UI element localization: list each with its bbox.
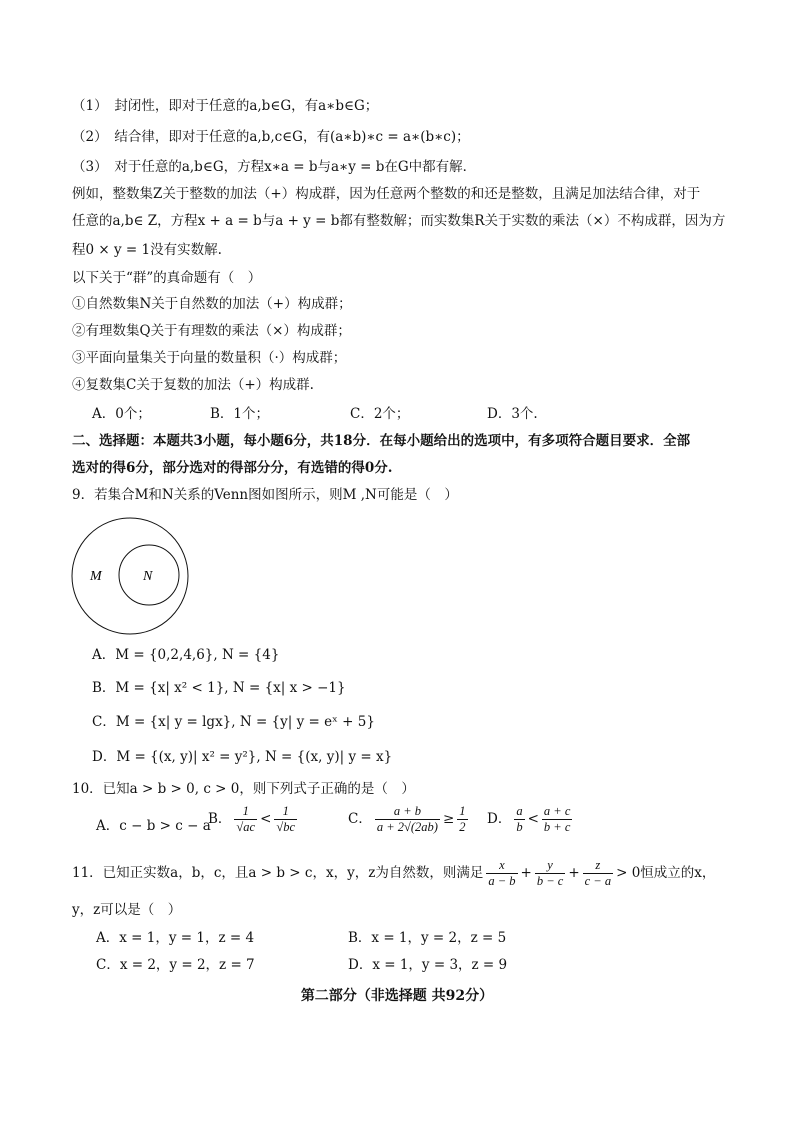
- q10-option-c-left-fraction: [375, 804, 440, 835]
- q8-statement-4: ④复数集C关于复数的加法（+）构成群.: [72, 377, 314, 393]
- q8-option-b: B．1个；: [210, 406, 270, 422]
- fraction-numerator: a: [516, 804, 523, 818]
- q9-stem: 9．若集合M和N关系的Venn图如图所示，则M ,N可能是（ ）: [72, 487, 458, 503]
- q11-stem-line-2: y，z可以是（ ）: [72, 902, 182, 918]
- part-two-title: 第二部分（非选择题 共92分）: [300, 988, 494, 1004]
- q11-option-c: C．x = 2，y = 2，z = 7: [96, 957, 255, 973]
- q11-stem-end: > 0恒成立的x，: [616, 865, 716, 881]
- example-line-3: 程0 × y = 1没有实数解.: [72, 242, 222, 258]
- q8-stem: 以下关于“群”的真命题有（ ）: [72, 270, 262, 286]
- fraction-denominator: c − a: [584, 874, 612, 888]
- fraction-numerator: a + c: [543, 804, 571, 818]
- q11-stem-start: 11．已知正实数a，b，c，且a > b > c，x，y，z为自然数，则满足: [72, 865, 484, 881]
- q9-option-b: B．M = {x| x² < 1}, N = {x| x > −1}: [92, 680, 346, 696]
- section2-heading-line-1: 二、选择题：本题共3小题，每小题6分，共18分．在每小题给出的选项中，有多项符合题目要求．全部: [72, 433, 691, 449]
- venn-diagram: [70, 516, 190, 636]
- fraction-numerator: x: [486, 858, 517, 874]
- q10-option-b-left-fraction: [234, 804, 257, 835]
- q11-option-a: A．x = 1，y = 1，z = 4: [96, 930, 255, 946]
- fraction-numerator: a + b: [375, 804, 440, 820]
- q9-option-a: A．M = {0,2,4,6}, N = {4}: [92, 647, 280, 663]
- q8-statement-1: ①自然数集N关于自然数的加法（+）构成群；: [72, 296, 352, 312]
- fraction-numerator: 1: [459, 804, 466, 818]
- q10-option-b-right-fraction: [274, 804, 297, 835]
- q10-option-d: D． $\frac{a}{b}$ < $\frac{a + c}{b + c}$: [487, 804, 571, 834]
- q10-option-b: B． $\frac{1}{√ac}$ < $\frac{1}{√bc}$: [208, 804, 296, 834]
- q8-option-a: A．0个；: [92, 406, 151, 422]
- q8-statement-2: ②有理数集Q关于有理数的乘法（×）构成群；: [72, 323, 351, 339]
- q8-option-d: D．3个.: [487, 406, 538, 422]
- fraction-denominator: a − b: [488, 874, 516, 888]
- q11-stem-line-1: 11．已知正实数a，b，c，且a > b > c，x，y，z为自然数，则满足 $\frac{x}{a - b}$ + $\frac{y}{b - c}$ + $\frac{z}{c - a}$ > 0恒成立的x，: [72, 858, 716, 888]
- fraction-numerator: 1: [274, 804, 297, 820]
- fraction-denominator: b − c: [536, 874, 564, 888]
- fraction-denominator: b: [516, 820, 523, 834]
- fraction-numerator: z: [583, 858, 613, 874]
- q11-option-d: D．x = 1，y = 3，z = 9: [348, 957, 508, 973]
- q10-option-b-label: B．: [208, 811, 232, 827]
- q10-option-a: A．c − b > c − a: [96, 818, 211, 834]
- q11-option-b: B．x = 1，y = 2，z = 5: [348, 930, 507, 946]
- fraction-numerator: y: [535, 858, 565, 874]
- group-property-2: （2） 结合律，即对于任意的a,b,c∈G，有(a∗b)∗c = a∗(b∗c)；: [72, 129, 470, 145]
- q11-fraction-y: [535, 858, 565, 889]
- fraction-denominator: √ac: [236, 820, 256, 834]
- q10-option-d-right-fraction: [542, 804, 572, 835]
- q8-option-c: C．2个；: [350, 406, 410, 422]
- q9-option-d: D．M = {(x, y)| x² = y²}, N = {(x, y)| y = x}: [92, 749, 393, 765]
- q11-fraction-z: [583, 858, 613, 889]
- venn-label-n: N: [143, 569, 153, 584]
- group-property-1: （1） 封闭性，即对于任意的a,b∈G，有a∗b∈G；: [72, 98, 379, 114]
- section2-heading-line-2: 选对的得6分，部分选对的得部分分，有选错的得0分.: [72, 460, 393, 476]
- example-line-1: 例如，整数集Z关于整数的加法（+）构成群，因为任意两个整数的和还是整数，且满足加法结合律，对于: [72, 186, 701, 202]
- q10-stem: 10．已知a > b > 0, c > 0，则下列式子正确的是（ ）: [72, 781, 415, 797]
- q8-statement-3: ③平面向量集关于向量的数量积（·）构成群；: [72, 350, 347, 366]
- example-line-2: 任意的a,b∈ Z，方程x + a = b与a + y = b都有整数解；而实数集R关于实数的乘法（×）不构成群，因为方: [72, 213, 726, 229]
- fraction-numerator: 1: [234, 804, 257, 820]
- q11-fraction-x: [486, 858, 517, 889]
- q10-option-d-label: D．: [487, 811, 512, 827]
- fraction-denominator: a + 2√(2ab): [376, 820, 438, 834]
- q10-option-c: C． $\frac{a + b}{a + 2√(2ab)}$ ≥ $\frac{1}{2}$: [348, 804, 466, 834]
- q10-option-c-label: C．: [348, 811, 372, 827]
- q9-option-c: C．M = {x| y = lgx}, N = {y| y = eˣ + 5}: [92, 714, 375, 730]
- fraction-denominator: 2: [459, 820, 466, 834]
- fraction-denominator: b + c: [543, 820, 571, 834]
- venn-label-m: M: [90, 569, 102, 584]
- group-property-3: （3） 对于任意的a,b∈G，方程x∗a = b与a∗y = b在G中都有解．: [72, 159, 477, 175]
- q10-option-d-left-fraction: [514, 804, 524, 835]
- fraction-denominator: √bc: [276, 820, 296, 834]
- q10-option-c-right-fraction: [457, 804, 467, 835]
